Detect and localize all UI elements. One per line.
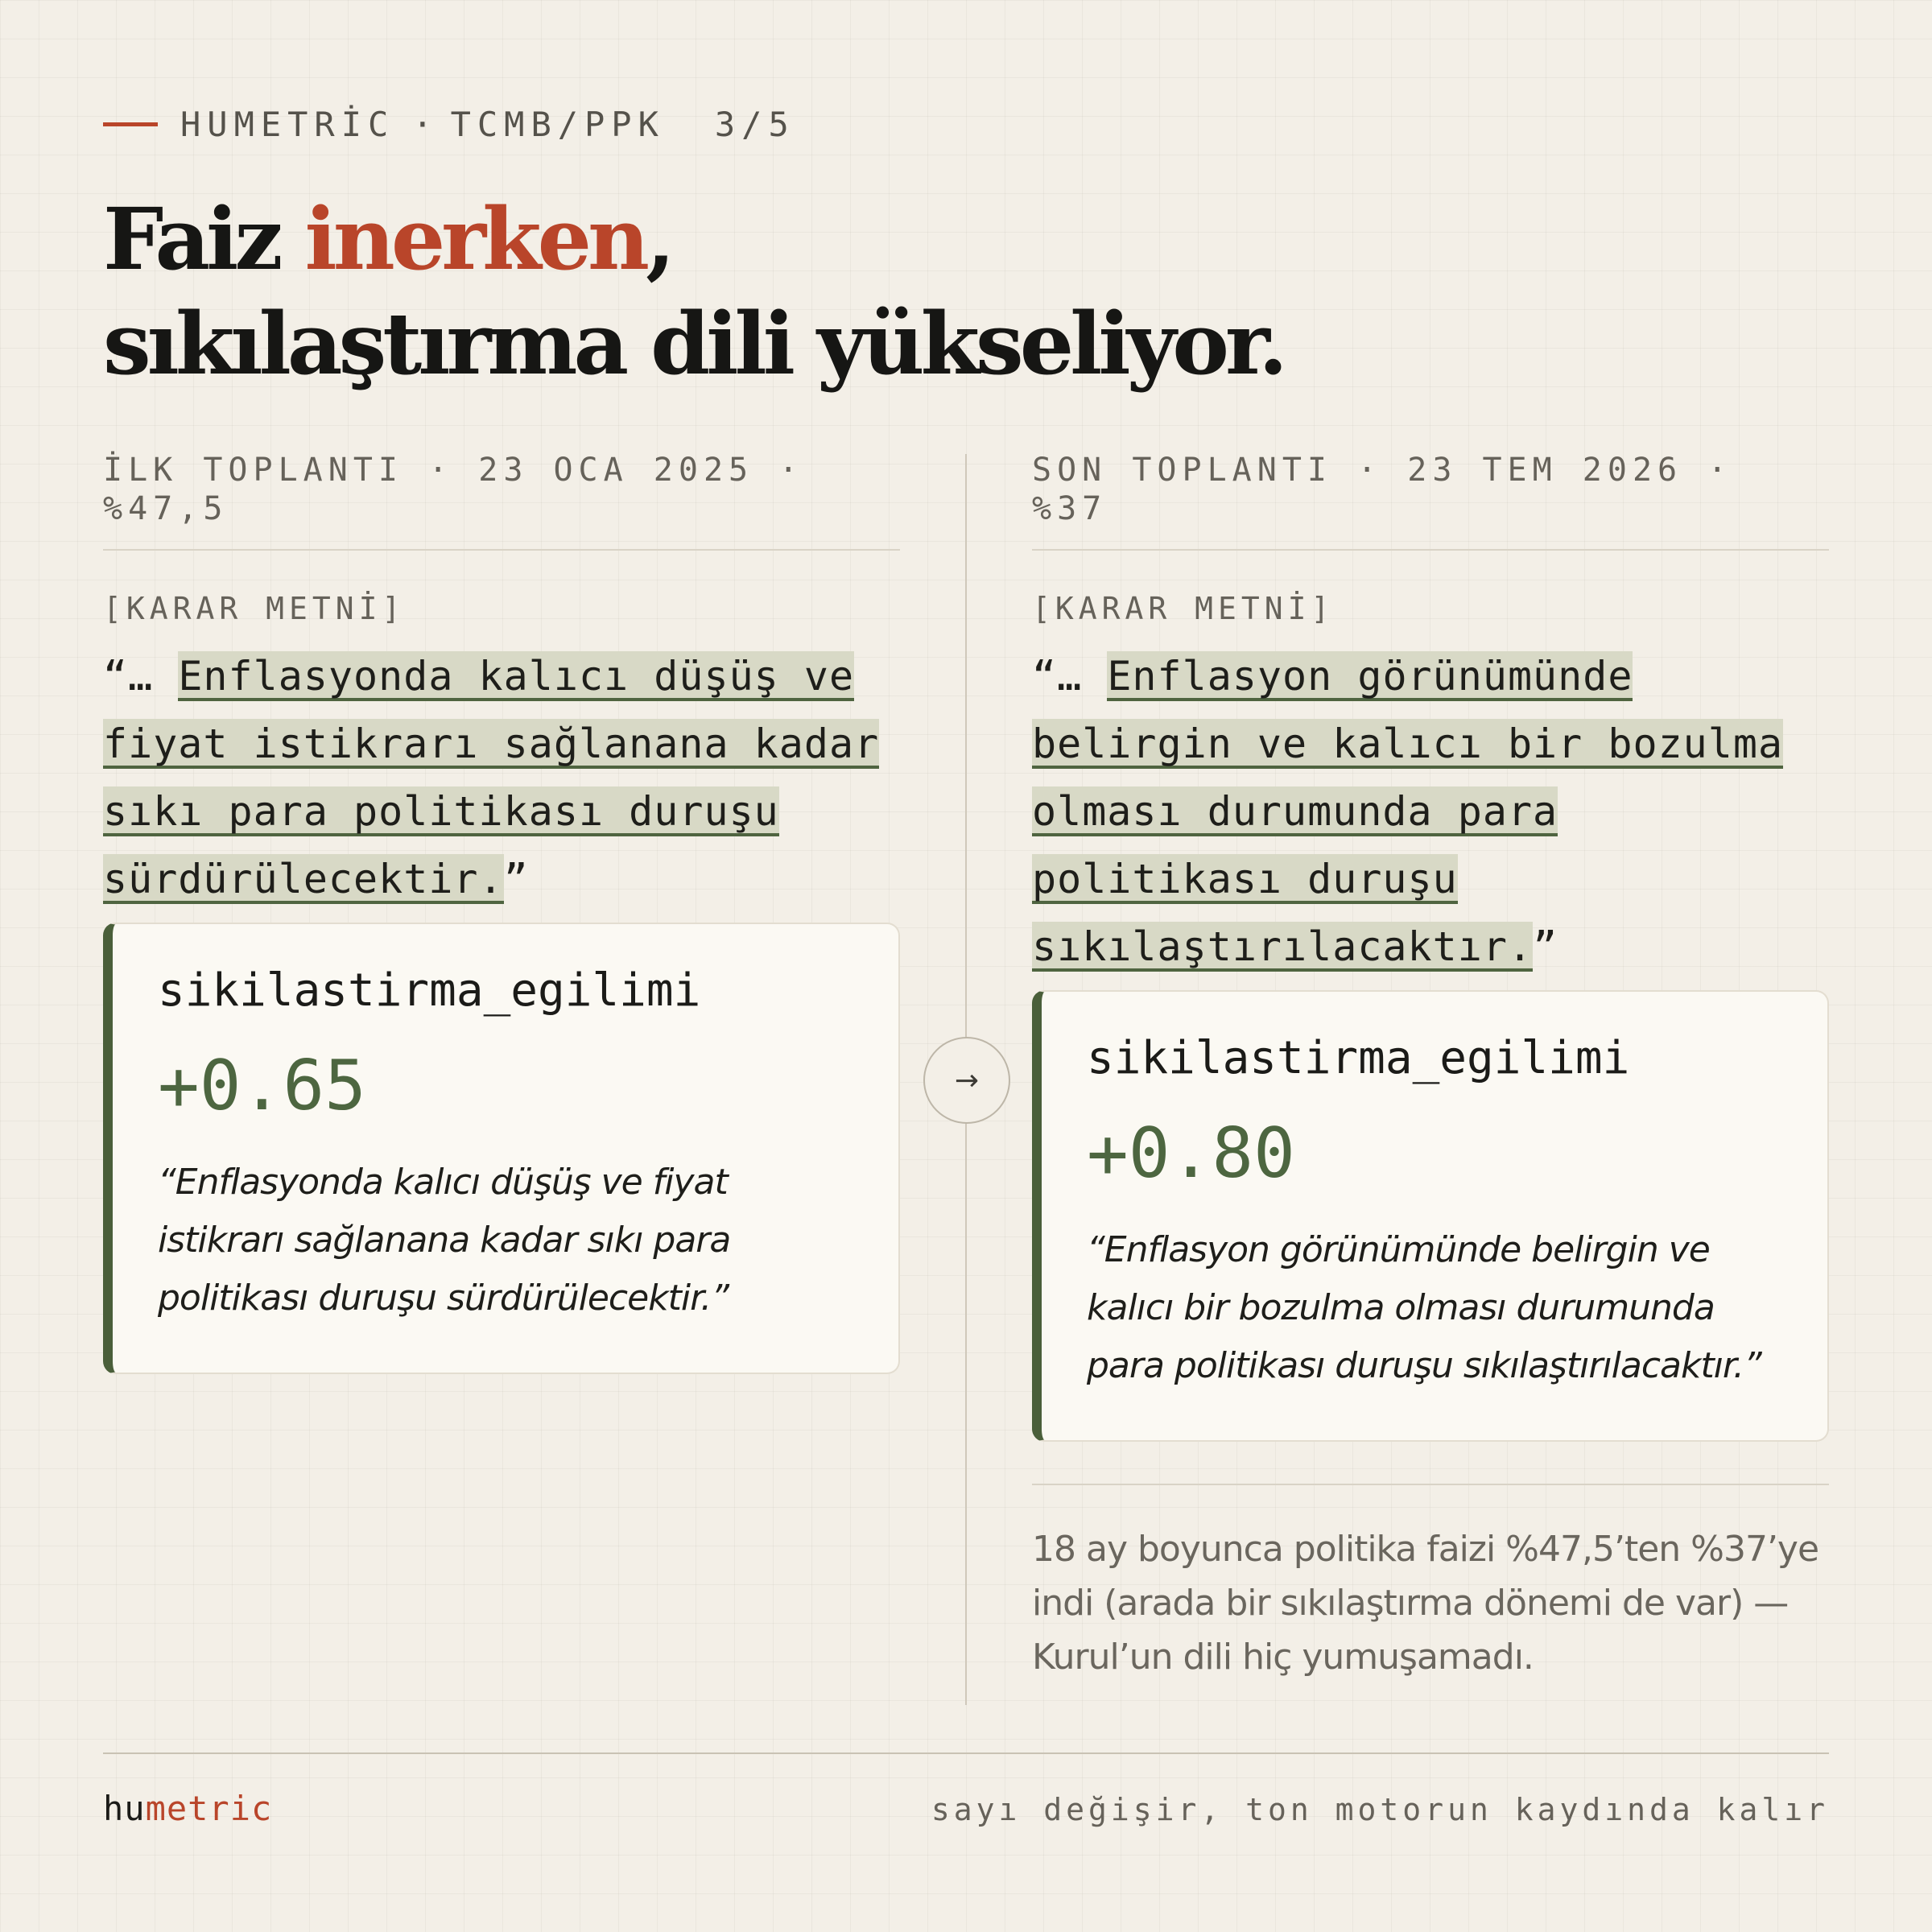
metric-name: sikilastirma_egilimi (158, 964, 701, 1017)
arrow-right-icon: → (923, 1037, 1010, 1124)
title-line1-start: Faiz (103, 188, 305, 289)
footer-rule (103, 1752, 1829, 1754)
separator-dot: · (412, 104, 433, 144)
footer-tagline: sayı değişir, ton motorun kaydında kalır (931, 1792, 1829, 1827)
first-meeting-meta: İLK TOPLANTI · 23 OCA 2025 · %47,5 (103, 451, 900, 551)
title-line2: sıkılaştırma dili yükseliyor. (103, 293, 1284, 394)
metric-value: +0.65 (158, 1046, 366, 1126)
decision-text-tag: [KARAR METNİ] (1032, 591, 1335, 626)
source-label: TCMB/PPK (450, 104, 665, 144)
highlighted-quote-text: Enflasyon görünümünde belirgin ve kalıcı bir bozulma olması durumunda para politikası duruşu sıkılaştırılacaktır. (1032, 653, 1784, 970)
quote-open-mark: “… (103, 653, 179, 700)
decision-quote (103, 642, 900, 913)
metric-quote: “Enflasyon görünümünde belirgin ve kalıcı bir bozulma olması durumunda para politikası duruşu sıkılaştırılacaktır.” (1087, 1229, 1761, 1386)
metric-quote: “Enflasyonda kalıcı düşüş ve fiyat istikrarı sağlanana kadar sıkı para politikası duruşu sürdürülecektir.” (158, 1162, 731, 1319)
summary-note: 18 ay boyunca politika faizi %47,5’ten %37’ye indi (arada bir sıkılaştırma dönemi de var) — Kurul’un dili hiç yumuşamadı. (1032, 1484, 1829, 1684)
decision-text-tag: [KARAR METNİ] (103, 591, 406, 626)
brand-label: HUMETRİC (180, 104, 395, 144)
metric-card (1032, 990, 1829, 1442)
quote-close-mark: ” (1533, 923, 1558, 970)
header (103, 103, 795, 145)
decision-quote (1032, 642, 1829, 980)
metric-card (103, 923, 900, 1374)
page-indicator: 3/5 (714, 104, 795, 144)
accent-rule (103, 122, 158, 126)
footer-logo (103, 1789, 272, 1828)
logo-accent: metric (145, 1789, 273, 1828)
title-comma: , (646, 188, 671, 289)
last-meeting-meta: SON TOPLANTI · 23 TEM 2026 · %37 (1032, 451, 1829, 551)
highlighted-quote-text: Enflasyonda kalıcı düşüş ve fiyat istikrarı sağlanana kadar sıkı para politikası duruşu sürdürülecektir. (103, 653, 880, 902)
first-meeting-column (103, 451, 900, 1374)
logo-start: hu (103, 1789, 146, 1828)
metric-name: sikilastirma_egilimi (1087, 1032, 1630, 1084)
page-title (103, 187, 1834, 396)
title-accent-word: inerken (304, 188, 646, 289)
quote-open-mark: “… (1032, 653, 1108, 700)
last-meeting-column (1032, 451, 1829, 1684)
quote-close-mark: ” (503, 856, 529, 902)
metric-value: +0.80 (1087, 1113, 1295, 1194)
